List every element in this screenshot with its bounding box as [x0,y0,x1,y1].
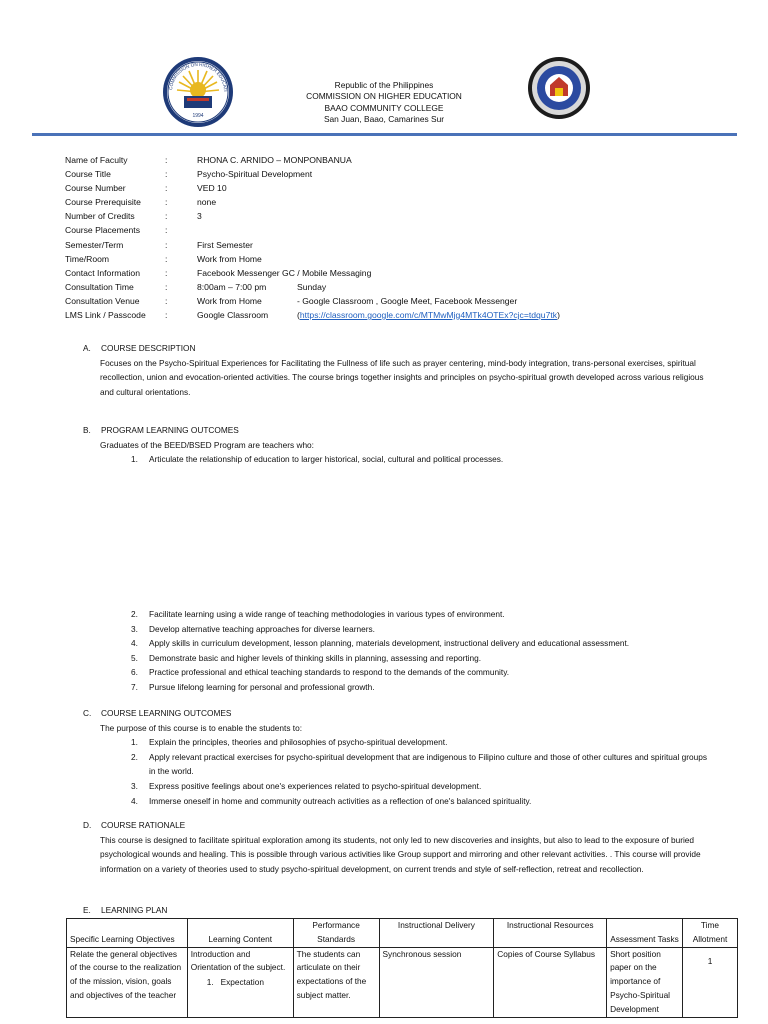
column-header: Time Allotment [683,919,738,948]
section-body: This course is designed to facilitate spiritual exploration among its students, not only led to new discoveries and insights, but also to lead to the exposure of buried psychological wounds and healing. This is possible through various activities like Group support and mirroring and other relevant activities. . This course will provide information on a variety of theories used to study psycho-spiritual development, on current trends and style of self-reflection, retreat and recollection. [100,834,701,874]
header-address: San Juan, Baao, Camarines Sur [323,114,445,125]
ched-seal-year: 1994 [192,113,204,119]
column-header: Instructional Resources [494,919,607,948]
info-label: Course Placements [65,225,140,236]
lms-link-wrapper: (https://classroom.google.com/c/MTMwMjg4MTk4OTEx?cjc=tdqu7tk) [297,310,560,321]
info-value: First Semester [197,239,253,250]
column-header: Specific Learning Objectives [67,919,188,948]
section-learning-plan: E. LEARNING PLAN [83,905,168,915]
info-value: RHONA C. ARNIDO – MONPONBANUA [197,155,352,165]
list-item: 1. Articulate the relationship of education to larger historical, social, cultural and political processes. [131,454,504,465]
info-label: Contact Information [65,267,140,278]
column-header: Learning Content [187,919,293,948]
cell-resources: Copies of Course Syllabus [494,947,607,1017]
section-title: COURSE RATIONALE [101,820,186,830]
outcome-list [83,452,723,467]
info-label: LMS Link / Passcode [65,310,146,321]
info-label: Consultation Venue [65,295,140,306]
section-intro: Graduates of the BEED/BSED Program are teachers who: [100,439,314,450]
cell-standards: The students can articulate on their expectations of the subject matter. [293,947,379,1017]
info-value: none [197,197,217,208]
info-value: Google Classroom [197,310,269,321]
header-divider [32,133,737,136]
outcome-list [83,607,743,695]
list-item: 2. Apply relevant practical exercises for psycho-spiritual development that are indigenous to Filipino culture and those of other cultures and spiritual groups in the world. [131,751,708,777]
info-label: Semester/Term [65,239,124,250]
column-header: Instructional Delivery [379,919,494,948]
section-program-outcomes: B. PROGRAM LEARNING OUTCOMES Graduates of the BEED/BSED Program are teachers who: 1. Articulate the relationship of education to larger historical, social, cultural and political processes. [83,423,723,467]
info-value: Facebook Messenger GC / Mobile Messaging [197,267,372,278]
cell-assessment: Short position paper on the importance of Psycho-Spiritual Development [607,947,683,1017]
section-body: Focuses on the Psycho-Spiritual Experiences for Facilitating the Fullness of life such as prayer centering, mind-body integration, trans-personal exercises, spiritual recollection, union and evocation-oriented activities. The course brings together insights and principles on psycho-spiritual growth developed across various religious and cultural orientations. [100,357,704,397]
learning-plan-table [66,918,738,1018]
section-course-outcomes: C. COURSE LEARNING OUTCOMES The purpose of this course is to enable the students to: 1. Explain the principles, theories and philosophies of psycho-spiritual development. 2. Apply relevant practical exercises for psycho-spiritual development that are indigenous to Filipino culture and those of other cultures and spiritual groups in the world. 3. Express positive feelings about one's experiences related to psycho-spiritual development. 4. Immerse oneself in home and community outreach activities as a reflection of one's balanced spirituality. [83,706,713,808]
ched-seal-logo [162,56,234,128]
ched-seal-ring-text: COMMISSION ON HIGHER EDUCATI [168,61,229,92]
list-item: 1. Explain the principles, theories and philosophies of psycho-spiritual development. [131,737,448,748]
info-label: Number of Credits [65,211,135,222]
column-header: Assessment Tasks [607,919,683,948]
header-commission: COMMISSION ON HIGHER EDUCATION [306,91,462,102]
table-header-row [67,919,738,948]
list-item: 4. Immerse oneself in home and community outreach activities as a reflection of one's balanced spirituality. [131,795,532,806]
institution-header [250,80,518,126]
section-title: PROGRAM LEARNING OUTCOMES [101,425,239,435]
table-row [67,947,738,1017]
info-label: Time/Room [65,253,110,264]
cell-time: 1 [683,947,738,1017]
info-value: Work from Home [197,253,262,264]
info-value: VED 10 [197,183,227,194]
info-value: 3 [197,211,202,222]
info-label: Course Prerequisite [65,197,141,208]
section-title: COURSE LEARNING OUTCOMES [101,708,232,718]
cell-content: Introduction and Orientation of the subject. 1. Expectation [187,947,293,1017]
header-college: BAAO COMMUNITY COLLEGE [324,102,444,113]
list-item: 6. Practice professional and ethical teaching standards to respond to the demands of the community. [131,667,510,678]
list-item: 5. Demonstrate basic and higher levels of thinking skills in planning, assessing and reporting. [131,652,482,663]
section-course-rationale: D. COURSE RATIONALE This course is designed to facilitate spiritual exploration among its students, not only led to new discoveries and insights, but also to lead to the exposure of buried psychological wounds and healing. This is possible through various activities like Group support and mirroring and other relevant activities. . This course will provide information on a variety of theories used to study psycho-spiritual development, on current trends and style of self-reflection, retreat and recollection. [83,818,713,876]
info-label: Course Title [65,169,111,180]
list-item: 7. Pursue lifelong learning for personal and professional growth. [131,681,375,692]
info-label: Course Number [65,183,126,194]
section-intro: The purpose of this course is to enable the students to: [100,722,303,733]
section-program-outcomes-cont [83,607,743,695]
cell-delivery: Synchronous session [379,947,494,1017]
college-seal-logo [526,56,592,120]
content-subitem: 1. Expectation [206,977,264,988]
list-item: 3. Express positive feelings about one's experiences related to psycho-spiritual development. [131,780,482,791]
info-value: Psycho-Spiritual Development [197,169,313,180]
header-republic: Republic of the Philippines [334,80,434,90]
section-course-description: A. COURSE DESCRIPTION Focuses on the Psycho-Spiritual Experiences for Facilitating the Fullness of life such as prayer centering, mind-body integration, trans-personal exercises, spiritual recollection, union and evocation-oriented activities. The course brings together insights and principles on psycho-spiritual growth developed across various religious and cultural orientations. [83,341,713,399]
info-label: Name of Faculty [65,155,128,165]
section-title: COURSE DESCRIPTION [101,343,196,353]
info-extra: - Google Classroom , Google Meet, Facebook Messenger [297,295,518,306]
info-extra: Sunday [297,281,327,292]
column-header: Performance Standards [293,919,379,948]
section-title: LEARNING PLAN [101,905,168,915]
info-value: Work from Home [197,295,262,306]
list-item: 3. Develop alternative teaching approaches for diverse learners. [131,623,375,634]
list-item: 4. Apply skills in curriculum development, lesson planning, materials development, instructional delivery and educational assessment. [131,638,630,649]
info-label: Consultation Time [65,281,134,292]
info-value: 8:00am – 7:00 pm [197,281,267,292]
lms-link[interactable]: https://classroom.google.com/c/MTMwMjg4MTk4OTEx?cjc=tdqu7tk [299,310,558,321]
list-item: 2. Facilitate learning using a wide range of teaching methodologies in various types of environment. [131,609,505,619]
cell-objectives: Relate the general objectives of the course to the realization of the mission, vision, goals and objectives of the teacher [67,947,188,1017]
outcome-list [83,735,713,808]
